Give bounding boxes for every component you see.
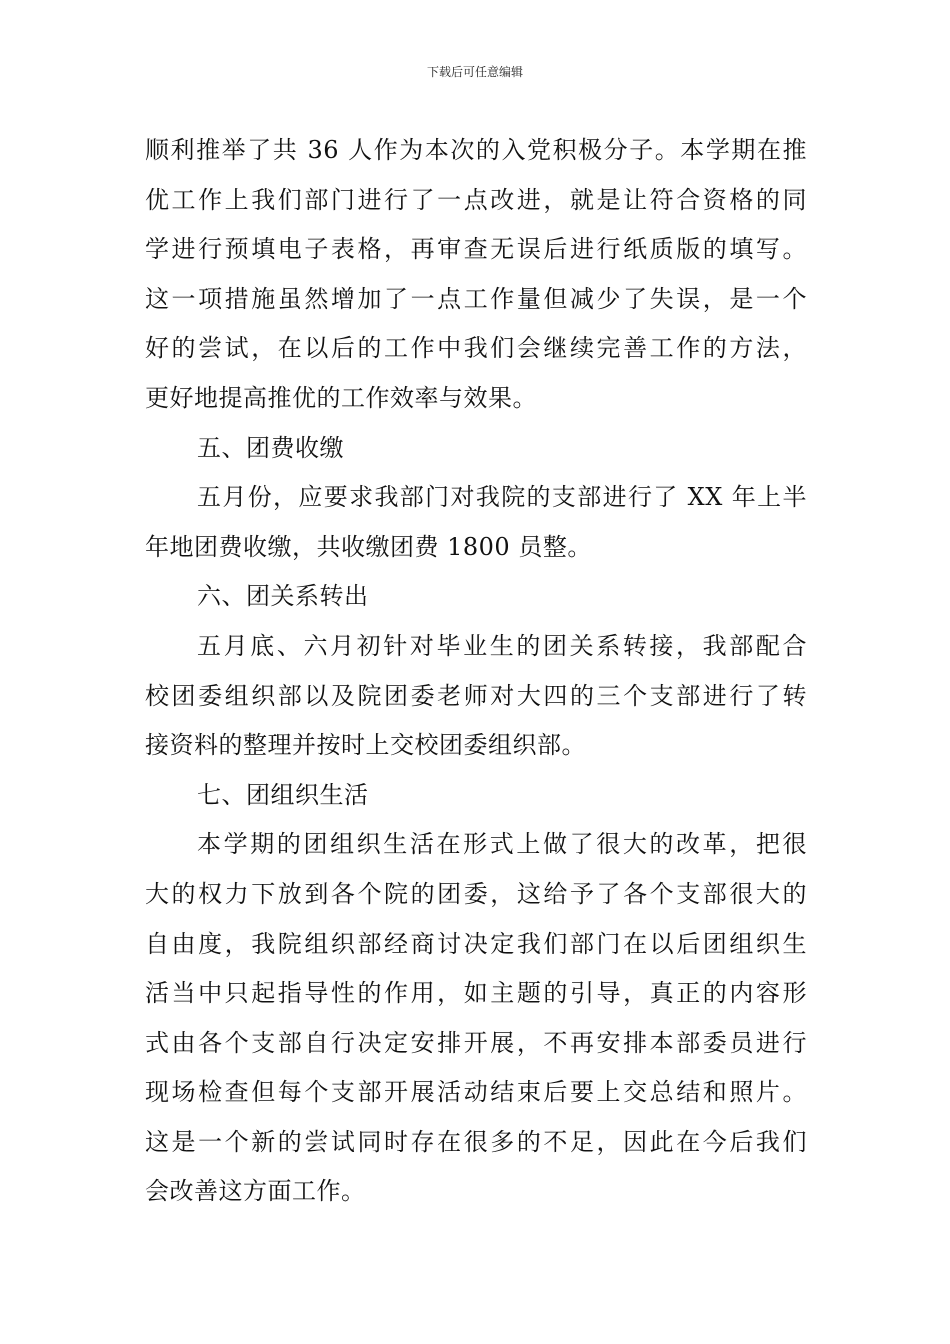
text-line: 自由度，我院组织部经商讨决定我们部门在以后团组织生	[145, 929, 807, 958]
section-heading: 六、团关系转出	[197, 582, 369, 611]
text-line: 学进行预填电子表格，再审查无误后进行纸质版的填写。	[145, 235, 807, 264]
text-line: 年地团费收缴，共收缴团费 1800 员整。	[145, 532, 592, 561]
section-heading: 五、团费收缴	[197, 433, 344, 462]
text-line: 接资料的整理并按时上交校团委组织部。	[145, 731, 586, 760]
text-line: 现场检查但每个支部开展活动结束后要上交总结和照片。	[145, 1078, 807, 1107]
text-line: 会改善这方面工作。	[145, 1177, 366, 1206]
section-heading: 七、团组织生活	[197, 780, 369, 809]
page-header: 下载后可任意编辑	[426, 65, 523, 79]
text-line: 式由各个支部自行决定安排开展，不再安排本部委员进行	[145, 1028, 807, 1057]
text-line: 这一项措施虽然增加了一点工作量但减少了失误，是一个	[145, 284, 807, 313]
text-line: 优工作上我们部门进行了一点改进，就是让符合资格的同	[145, 185, 807, 214]
text-line: 五月份，应要求我部门对我院的支部进行了 XX 年上半	[197, 483, 807, 512]
text-line: 这是一个新的尝试同时存在很多的不足，因此在今后我们	[145, 1127, 807, 1156]
text-line: 本学期的团组织生活在形式上做了很大的改革，把很	[197, 830, 807, 859]
text-line: 大的权力下放到各个院的团委，这给予了各个支部很大的	[145, 879, 807, 908]
text-line: 五月底、六月初针对毕业生的团关系转接，我部配合	[197, 631, 807, 660]
text-line: 校团委组织部以及院团委老师对大四的三个支部进行了转	[145, 681, 807, 710]
text-line: 更好地提高推优的工作效率与效果。	[145, 383, 537, 412]
text-line: 顺利推举了共 36 人作为本次的入党积极分子。本学期在推	[145, 136, 807, 164]
text-line: 好的尝试，在以后的工作中我们会继续完善工作的方法，	[145, 334, 807, 363]
document-body	[145, 126, 807, 1217]
text-line: 活当中只起指导性的作用，如主题的引导，真正的内容形	[145, 979, 807, 1008]
